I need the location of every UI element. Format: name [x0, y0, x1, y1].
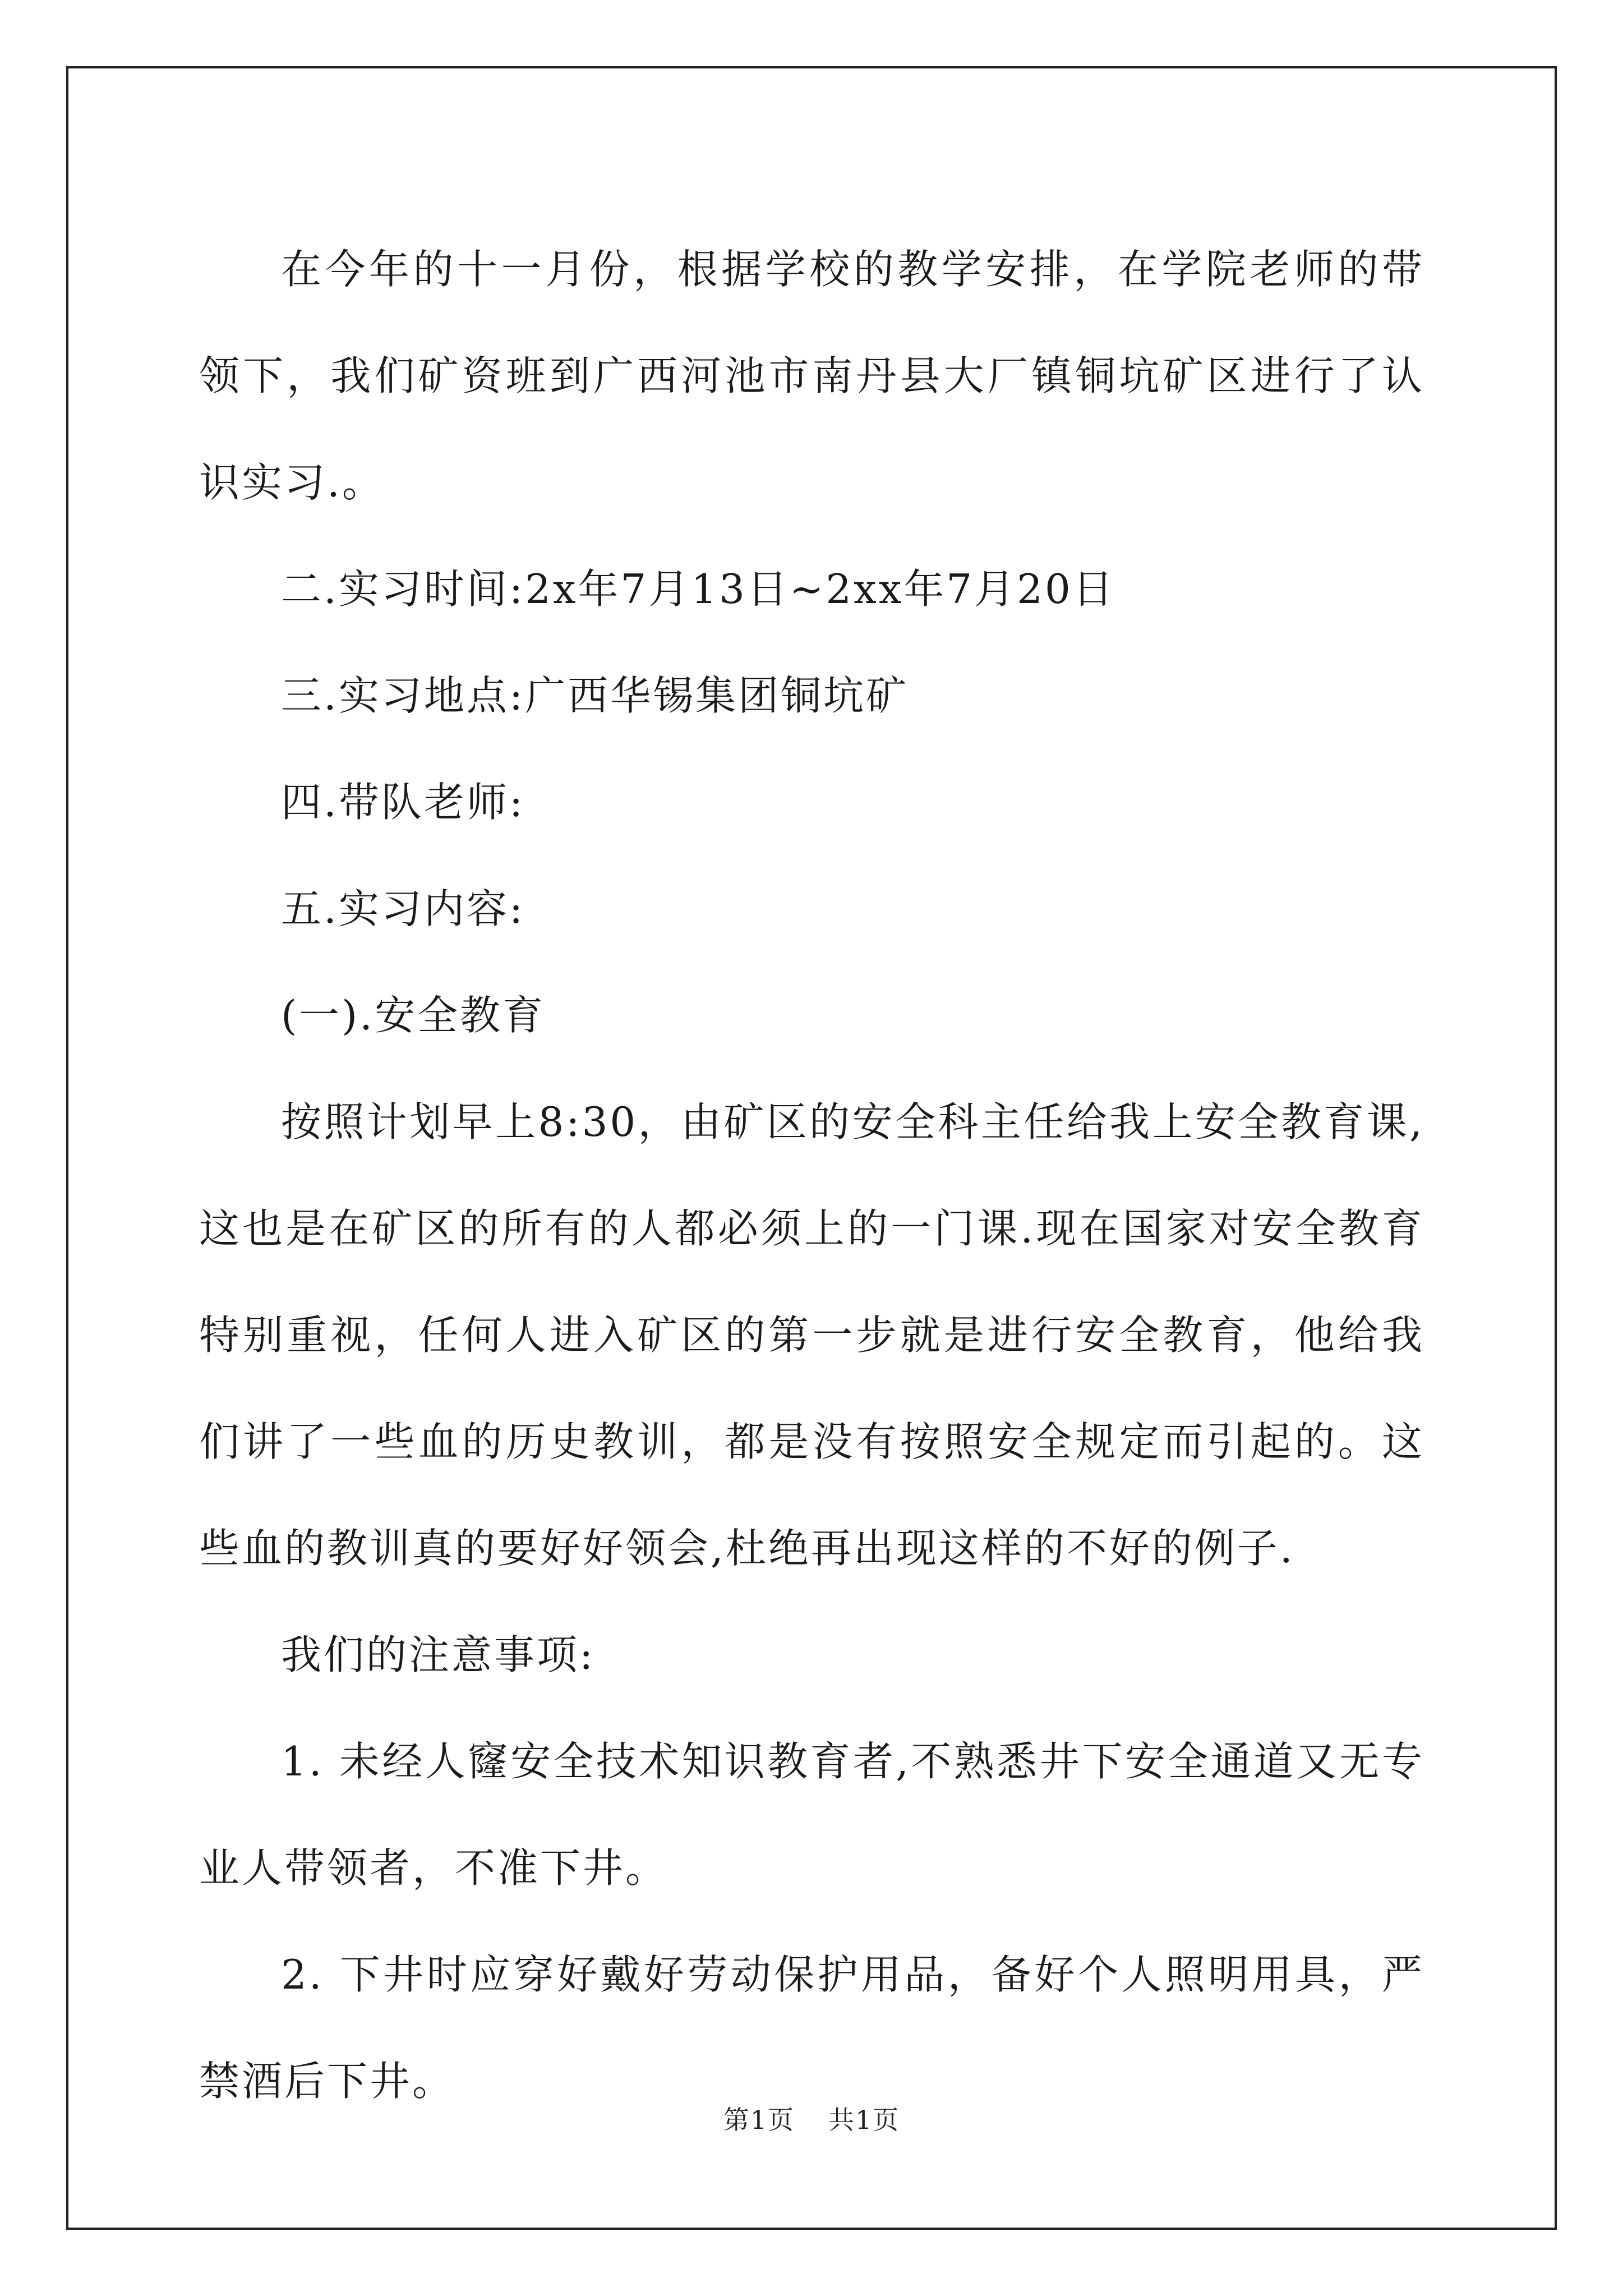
paragraph-internship-location: 三.实习地点:广西华锡集团铜坑矿: [281, 672, 909, 719]
document-body: [199, 216, 1424, 2134]
paragraph-intro: 在今年的十一月份，根据学校的教学安排，在学院老师的带领下，我们矿资班到广西河池市南丹县大厂镇铜坑矿区进行了认识实习.。: [199, 246, 1424, 506]
page-total: 共1页: [828, 2105, 900, 2135]
page-footer: [0, 2100, 1623, 2137]
list-item-note-1: 1. 未经人窿安全技术知识教育者,不熟悉井下安全通道又无专业人带领者，不准下井。: [199, 1738, 1424, 1892]
paragraph-internship-content: 五.实习内容:: [281, 885, 525, 932]
paragraph-lead-teacher: 四.带队老师:: [281, 779, 525, 826]
paragraph-notes-heading: 我们的注意事项:: [281, 1631, 596, 1678]
paragraph-safety-education: 按照计划早上8:30，由矿区的安全科主任给我上安全教育课,这也是在矿区的所有的人都必须上的一门课.现在国家对安全教育特别重视，任何人进入矿区的第一步就是进行安全教育，他给我们讲了一些血的历史教训，都是没有按照安全规定而引起的。这些血的教训真的要好好领会,杜绝再出现这样的不好的例子.: [199, 1098, 1424, 1572]
page-number: 第1页: [723, 2105, 795, 2135]
section-heading-safety: (一).安全教育: [281, 992, 546, 1039]
list-item-note-2: 2. 下井时应穿好戴好劳动保护用品，备好个人照明用具，严禁酒后下井。: [199, 1951, 1424, 2105]
paragraph-internship-time: 二.实习时间:2x年7月13日~2xx年7月20日: [281, 565, 1115, 613]
